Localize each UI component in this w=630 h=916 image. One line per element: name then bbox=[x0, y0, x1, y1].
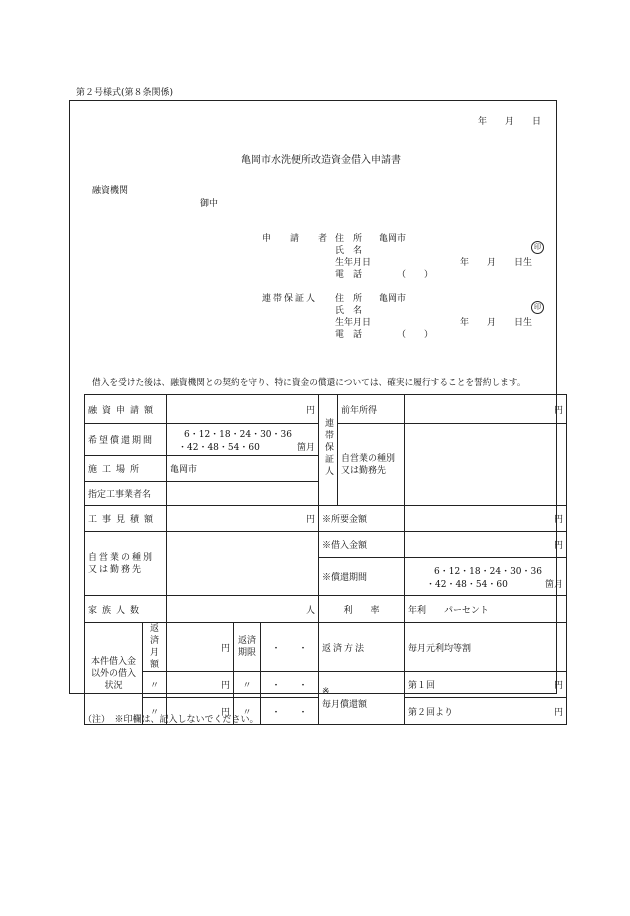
repay-deadline-label: 返済期限 bbox=[234, 623, 261, 672]
repay-period-options-2-text: ・42・48・54・60 bbox=[178, 442, 260, 453]
months-unit: 箇月 bbox=[544, 579, 563, 590]
ditto-mark: 〃 bbox=[143, 672, 167, 698]
second-payment[interactable] bbox=[405, 698, 567, 725]
pledge-text: 借入を受けた後は、融資機関との契約を守り、特に資金の償還については、確実に履行することを誓約します。 bbox=[92, 378, 526, 388]
guarantor-occupation-value[interactable] bbox=[405, 424, 567, 506]
lender-label: 融資機関 bbox=[92, 186, 129, 196]
method-label: 返済方法 bbox=[319, 623, 405, 672]
monthly-repay-kome: ※ bbox=[322, 686, 330, 697]
other-loan-amount-1[interactable] bbox=[167, 623, 234, 672]
family-label: 家族人数 bbox=[85, 596, 167, 623]
family-value[interactable] bbox=[167, 596, 319, 623]
applicant-birth-label: 生年月日 bbox=[335, 258, 372, 268]
loan-amount-label: 融資申請額 bbox=[85, 395, 167, 424]
guarantor-name-label: 氏 名 bbox=[335, 306, 363, 316]
months-unit: 箇月 bbox=[296, 442, 315, 453]
ditto-mark: 〃 bbox=[234, 672, 261, 698]
yen-unit: 円 bbox=[220, 643, 230, 654]
rate-label: 利 率 bbox=[319, 596, 405, 623]
other-loan-amount-2[interactable] bbox=[167, 672, 234, 698]
rate-value[interactable]: 年利 パーセント bbox=[405, 596, 567, 623]
monthly-repay-label bbox=[319, 672, 405, 725]
applicant-seal: 印 bbox=[531, 241, 544, 254]
yen-unit: 円 bbox=[305, 515, 315, 525]
occupation-label: 自営業の種別又は勤務先 bbox=[85, 532, 167, 596]
other-loans-label: 本件借入金以外の借入状況 bbox=[85, 623, 143, 725]
repay-period-label: 希望償還期間 bbox=[85, 424, 167, 456]
estimate-label: 工事見積額 bbox=[85, 506, 167, 532]
occupation-value[interactable] bbox=[167, 532, 319, 596]
period-options-2 bbox=[408, 577, 563, 590]
guarantor-tel-label: 電 話 bbox=[335, 330, 363, 340]
guarantor-role: 連帯保証人 bbox=[262, 294, 318, 304]
guarantor-birth-value: 年 月 日生 bbox=[460, 318, 533, 328]
form-id: 第２号様式(第８条関係) bbox=[76, 88, 174, 98]
guarantor-tel-value: （ ） bbox=[397, 330, 434, 340]
persons-unit: 人 bbox=[305, 605, 315, 616]
applicant-birth-value: 年 月 日生 bbox=[460, 258, 533, 268]
applicant-address-value: 亀岡市 bbox=[379, 234, 407, 244]
applicant-address-label: 住 所 bbox=[335, 234, 363, 244]
yen-unit: 円 bbox=[220, 681, 230, 691]
period-label: ※償還期間 bbox=[319, 558, 405, 596]
prev-income-label: 前年所得 bbox=[338, 395, 405, 424]
application-table bbox=[84, 394, 567, 725]
repay-monthly-label: 返済月額 bbox=[143, 623, 167, 672]
loan-amount-value[interactable] bbox=[167, 395, 319, 424]
yen-unit: 円 bbox=[553, 681, 563, 691]
repay-period-options-1: 6・12・18・24・30・36 bbox=[184, 429, 292, 440]
site-value[interactable]: 亀岡市 bbox=[167, 456, 319, 482]
period-options-1: 6・12・18・24・30・36 bbox=[434, 566, 542, 577]
yen-unit: 円 bbox=[553, 405, 563, 416]
first-payment[interactable] bbox=[405, 672, 567, 698]
guarantor-birth-label: 生年月日 bbox=[335, 318, 372, 328]
yen-unit: 円 bbox=[220, 707, 230, 718]
ditto-mark: 〃 bbox=[234, 698, 261, 725]
guarantor-seal: 印 bbox=[531, 301, 544, 314]
borrow-label: ※借入金額 bbox=[319, 532, 405, 558]
period-options-2-text: ・42・48・54・60 bbox=[426, 579, 508, 590]
contractor-value[interactable] bbox=[167, 482, 319, 506]
site-label: 施工場所 bbox=[85, 456, 167, 482]
repay-period-options-2 bbox=[170, 440, 315, 453]
other-loan-deadline-3[interactable]: ・ ・ bbox=[261, 698, 319, 725]
prev-income-value[interactable] bbox=[405, 395, 567, 424]
period-options[interactable] bbox=[405, 558, 567, 596]
borrow-value[interactable] bbox=[405, 532, 567, 558]
applicant-name-label: 氏 名 bbox=[335, 246, 363, 256]
first-payment-label: 第１回 bbox=[408, 681, 436, 691]
date-line: 年 月 日 bbox=[478, 117, 542, 127]
lender-honorific: 御中 bbox=[200, 199, 219, 209]
form-title: 亀岡市水洗便所改造資金借入申請書 bbox=[241, 155, 401, 166]
yen-unit: 円 bbox=[553, 515, 563, 525]
other-loan-deadline-2[interactable]: ・ ・ bbox=[261, 672, 319, 698]
required-value[interactable] bbox=[405, 506, 567, 532]
guarantor-address-value: 亀岡市 bbox=[379, 294, 407, 304]
yen-unit: 円 bbox=[553, 707, 563, 718]
guarantor-occupation-label: 自営業の種別又は勤務先 bbox=[338, 424, 405, 506]
guarantor-vertical-text: 連帯保証人 bbox=[323, 418, 333, 478]
repay-period-options[interactable] bbox=[167, 424, 319, 456]
note: （注） ※印欄は、記入しないでください。 bbox=[83, 715, 259, 725]
applicant-tel-label: 電 話 bbox=[335, 270, 363, 280]
contractor-label: 指定工事業者名 bbox=[85, 482, 167, 506]
yen-unit: 円 bbox=[305, 405, 315, 416]
ditto-mark: 〃 bbox=[143, 698, 167, 725]
yen-unit: 円 bbox=[553, 541, 563, 551]
guarantor-address-label: 住 所 bbox=[335, 294, 363, 304]
guarantor-vertical-label bbox=[319, 395, 338, 506]
required-label: ※所要金額 bbox=[319, 506, 405, 532]
applicant-tel-value: （ ） bbox=[397, 270, 434, 280]
monthly-repay-text: 毎月償還額 bbox=[322, 699, 368, 710]
other-loan-deadline-1[interactable]: ・ ・ bbox=[261, 623, 319, 672]
estimate-value[interactable] bbox=[167, 506, 319, 532]
method-value: 毎月元利均等割 bbox=[405, 623, 567, 672]
applicant-role: 申 請 者 bbox=[262, 234, 333, 244]
second-payment-label: 第２回より bbox=[408, 707, 454, 718]
